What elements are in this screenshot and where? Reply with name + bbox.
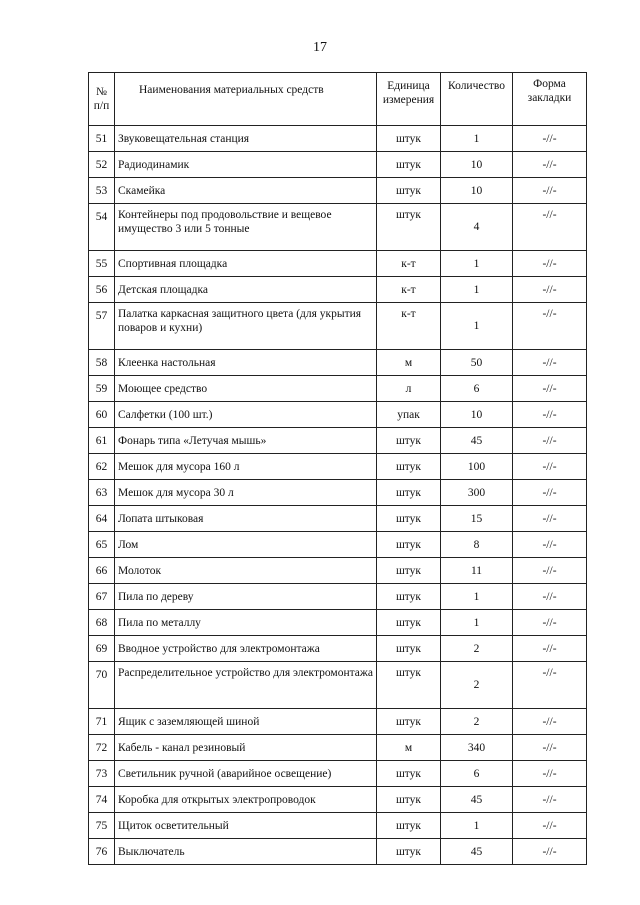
- row-unit: штук: [377, 558, 441, 584]
- row-name: Скамейка: [115, 178, 377, 204]
- row-quantity: 10: [441, 402, 513, 428]
- row-quantity: 1: [441, 303, 513, 350]
- materials-table: [88, 72, 587, 865]
- row-number: 68: [89, 610, 115, 636]
- row-number: 61: [89, 428, 115, 454]
- row-number: 67: [89, 584, 115, 610]
- row-number: 66: [89, 558, 115, 584]
- row-name: Салфетки (100 шт.): [115, 402, 377, 428]
- row-number: 55: [89, 251, 115, 277]
- row-unit: штук: [377, 480, 441, 506]
- row-quantity: 45: [441, 839, 513, 865]
- row-form: -//-: [513, 839, 587, 865]
- row-name: Моющее средство: [115, 376, 377, 402]
- table-row: [89, 480, 587, 506]
- row-form: -//-: [513, 636, 587, 662]
- row-unit: штук: [377, 813, 441, 839]
- row-unit: м: [377, 735, 441, 761]
- row-form: -//-: [513, 532, 587, 558]
- row-number: 71: [89, 709, 115, 735]
- row-unit: м: [377, 350, 441, 376]
- row-quantity: 300: [441, 480, 513, 506]
- row-form: -//-: [513, 813, 587, 839]
- row-unit: к-т: [377, 251, 441, 277]
- row-form: -//-: [513, 152, 587, 178]
- row-unit: штук: [377, 636, 441, 662]
- header-form: Форма закладки: [513, 73, 587, 126]
- table-row: [89, 350, 587, 376]
- header-qty: Количество: [441, 73, 513, 126]
- table-row: [89, 839, 587, 865]
- row-quantity: 1: [441, 813, 513, 839]
- row-quantity: 45: [441, 428, 513, 454]
- row-form: -//-: [513, 454, 587, 480]
- row-form: -//-: [513, 178, 587, 204]
- table-row: [89, 402, 587, 428]
- row-form: -//-: [513, 303, 587, 350]
- row-unit: л: [377, 376, 441, 402]
- row-unit: штук: [377, 178, 441, 204]
- row-form: -//-: [513, 506, 587, 532]
- table-row: [89, 610, 587, 636]
- table-body: [89, 126, 587, 865]
- row-number: 62: [89, 454, 115, 480]
- row-quantity: 6: [441, 376, 513, 402]
- row-quantity: 100: [441, 454, 513, 480]
- header-unit: Единица измерения: [377, 73, 441, 126]
- row-form: -//-: [513, 761, 587, 787]
- row-form: -//-: [513, 480, 587, 506]
- table-row: [89, 735, 587, 761]
- row-quantity: 11: [441, 558, 513, 584]
- row-quantity: 45: [441, 787, 513, 813]
- row-name: Звуковещательная станция: [115, 126, 377, 152]
- row-unit: штук: [377, 584, 441, 610]
- row-quantity: 15: [441, 506, 513, 532]
- table-row: [89, 584, 587, 610]
- row-unit: к-т: [377, 303, 441, 350]
- row-quantity: 6: [441, 761, 513, 787]
- table-row: [89, 636, 587, 662]
- table-row: [89, 709, 587, 735]
- row-number: 53: [89, 178, 115, 204]
- row-form: -//-: [513, 662, 587, 709]
- row-unit: штук: [377, 709, 441, 735]
- row-form: -//-: [513, 787, 587, 813]
- row-form: -//-: [513, 251, 587, 277]
- table-row: [89, 506, 587, 532]
- table-row: [89, 454, 587, 480]
- row-number: 72: [89, 735, 115, 761]
- header-name: Наименования материальных средств: [115, 73, 377, 126]
- row-number: 59: [89, 376, 115, 402]
- row-name: Спортивная площадка: [115, 251, 377, 277]
- row-quantity: 340: [441, 735, 513, 761]
- row-number: 51: [89, 126, 115, 152]
- row-unit: штук: [377, 532, 441, 558]
- row-unit: штук: [377, 787, 441, 813]
- row-form: -//-: [513, 402, 587, 428]
- row-name: Радиодинамик: [115, 152, 377, 178]
- row-form: -//-: [513, 735, 587, 761]
- table-row: [89, 126, 587, 152]
- row-name: Фонарь типа «Летучая мышь»: [115, 428, 377, 454]
- row-quantity: 2: [441, 709, 513, 735]
- row-quantity: 1: [441, 251, 513, 277]
- row-form: -//-: [513, 558, 587, 584]
- row-quantity: 1: [441, 126, 513, 152]
- row-unit: штук: [377, 506, 441, 532]
- row-name: Палатка каркасная защитного цвета (для укрытия поваров и кухни): [115, 303, 377, 350]
- row-unit: штук: [377, 152, 441, 178]
- row-name: Мешок для мусора 30 л: [115, 480, 377, 506]
- row-name: Вводное устройство для электромонтажа: [115, 636, 377, 662]
- table-row: [89, 532, 587, 558]
- table-row: [89, 251, 587, 277]
- row-name: Лопата штыковая: [115, 506, 377, 532]
- table-row: [89, 277, 587, 303]
- row-name: Коробка для открытых электропроводок: [115, 787, 377, 813]
- row-name: Выключатель: [115, 839, 377, 865]
- table-row: [89, 813, 587, 839]
- row-name: Контейнеры под продовольствие и вещевое имущество 3 или 5 тонные: [115, 204, 377, 251]
- row-quantity: 1: [441, 584, 513, 610]
- table-row: [89, 558, 587, 584]
- table-row: [89, 303, 587, 350]
- row-number: 73: [89, 761, 115, 787]
- row-name: Кабель - канал резиновый: [115, 735, 377, 761]
- row-number: 70: [89, 662, 115, 709]
- row-number: 76: [89, 839, 115, 865]
- row-unit: штук: [377, 428, 441, 454]
- row-name: Клеенка настольная: [115, 350, 377, 376]
- row-unit: штук: [377, 761, 441, 787]
- row-name: Молоток: [115, 558, 377, 584]
- row-unit: штук: [377, 662, 441, 709]
- row-number: 65: [89, 532, 115, 558]
- table-row: [89, 761, 587, 787]
- row-number: 63: [89, 480, 115, 506]
- row-number: 54: [89, 204, 115, 251]
- row-quantity: 2: [441, 662, 513, 709]
- row-form: -//-: [513, 610, 587, 636]
- table-row: [89, 787, 587, 813]
- row-number: 69: [89, 636, 115, 662]
- row-unit: штук: [377, 454, 441, 480]
- row-name: Мешок для мусора 160 л: [115, 454, 377, 480]
- row-number: 75: [89, 813, 115, 839]
- row-quantity: 1: [441, 277, 513, 303]
- row-number: 64: [89, 506, 115, 532]
- row-quantity: 10: [441, 178, 513, 204]
- table-row: [89, 178, 587, 204]
- row-unit: к-т: [377, 277, 441, 303]
- row-unit: упак: [377, 402, 441, 428]
- row-unit: штук: [377, 610, 441, 636]
- table-row: [89, 204, 587, 251]
- row-form: -//-: [513, 350, 587, 376]
- row-quantity: 2: [441, 636, 513, 662]
- row-name: Пила по дереву: [115, 584, 377, 610]
- row-form: -//-: [513, 709, 587, 735]
- row-number: 52: [89, 152, 115, 178]
- table-header-row: [89, 73, 587, 126]
- row-form: -//-: [513, 584, 587, 610]
- header-num: № п/п: [89, 73, 115, 126]
- row-form: -//-: [513, 277, 587, 303]
- row-quantity: 4: [441, 204, 513, 251]
- row-name: Детская площадка: [115, 277, 377, 303]
- table-row: [89, 428, 587, 454]
- row-name: Светильник ручной (аварийное освещение): [115, 761, 377, 787]
- row-unit: штук: [377, 839, 441, 865]
- row-form: -//-: [513, 376, 587, 402]
- row-form: -//-: [513, 126, 587, 152]
- row-quantity: 10: [441, 152, 513, 178]
- row-form: -//-: [513, 204, 587, 251]
- row-name: Пила по металлу: [115, 610, 377, 636]
- row-quantity: 1: [441, 610, 513, 636]
- page-number: 17: [313, 40, 327, 55]
- row-quantity: 50: [441, 350, 513, 376]
- row-number: 58: [89, 350, 115, 376]
- row-name: Ящик с заземляющей шиной: [115, 709, 377, 735]
- row-number: 60: [89, 402, 115, 428]
- row-unit: штук: [377, 126, 441, 152]
- row-number: 57: [89, 303, 115, 350]
- row-name: Лом: [115, 532, 377, 558]
- row-form: -//-: [513, 428, 587, 454]
- row-name: Распределительное устройство для электромонтажа: [115, 662, 377, 709]
- row-number: 56: [89, 277, 115, 303]
- row-unit: штук: [377, 204, 441, 251]
- row-name: Щиток осветительный: [115, 813, 377, 839]
- table-row: [89, 376, 587, 402]
- table-row: [89, 152, 587, 178]
- table-row: [89, 662, 587, 709]
- row-number: 74: [89, 787, 115, 813]
- row-quantity: 8: [441, 532, 513, 558]
